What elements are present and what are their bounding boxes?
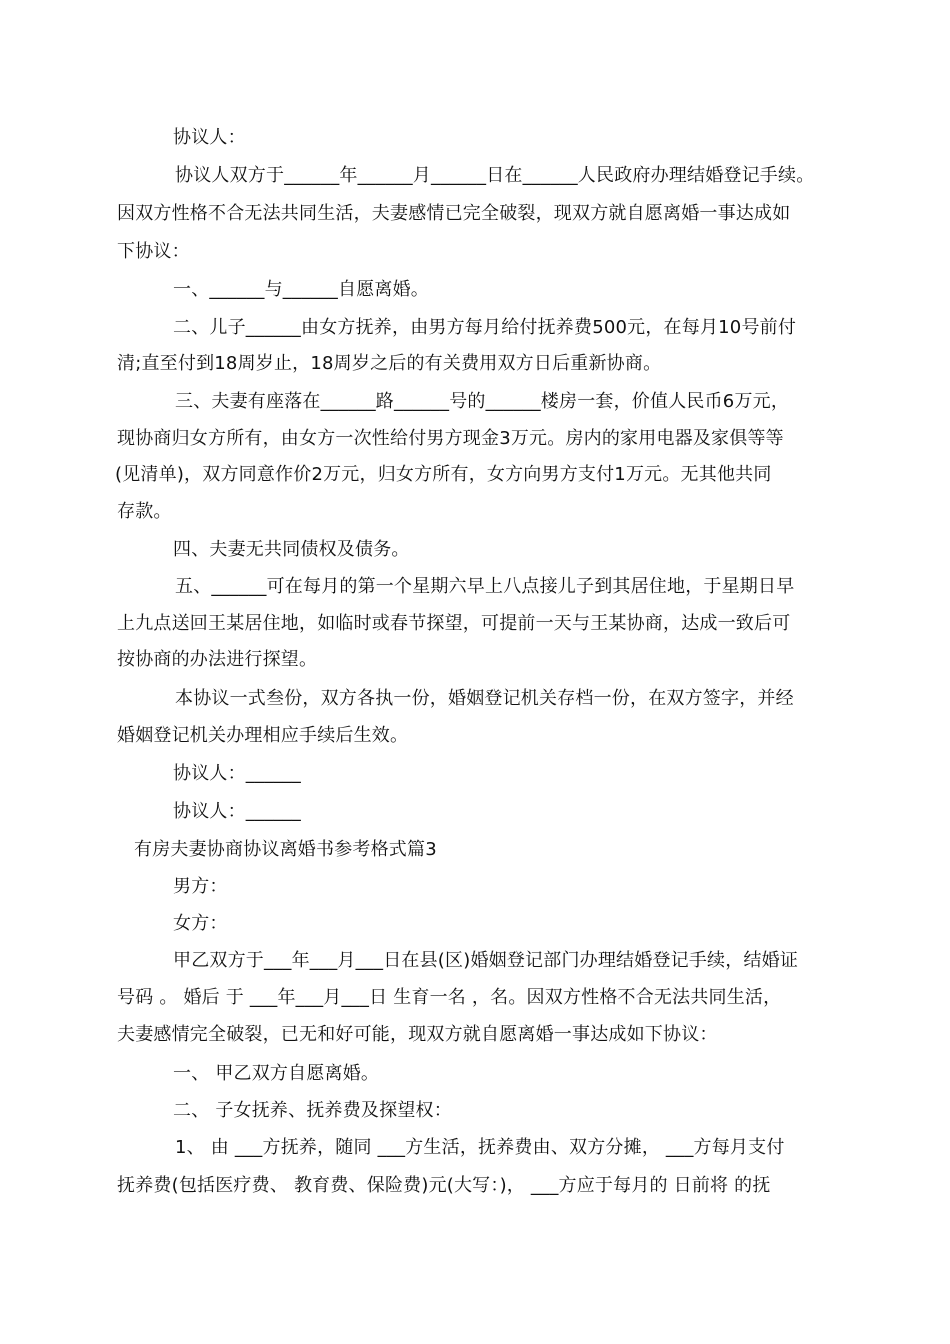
signature-line: 协议人：______ [173,801,301,822]
text-line: 五、______可在每月的第一个星期六早上八点接儿子到其居住地，于星期日早 [175,576,795,597]
text-line: 号码 。 婚后 于 ___年___月___日 生育一名 ，名。因双方性格不合无法共同生活， [117,987,782,1008]
text-line: 抚养费(包括医疗费、 教育费、保险费)元(大写：)， ___方应于每月的 日前将 的抚 [117,1175,771,1196]
text-line: 协议人双方于______年______月______日在______人民政府办理结婚登记手续。 [175,165,815,186]
text-line: 二、 子女抚养、抚养费及探望权： [173,1100,452,1121]
text-line: 下协议： [117,241,190,262]
text-line: 本协议一式叁份，双方各执一份，婚姻登记机关存档一份，在双方签字，并经 [175,688,794,709]
text-line: 夫妻感情完全破裂，已无和好可能，现双方就自愿离婚一事达成如下协议： [117,1024,718,1045]
party-label: 男方： [173,876,228,897]
text-line: 三、夫妻有座落在______路______号的______楼房一套，价值人民币6万元， [175,391,790,412]
text-line: 现协商归女方所有，由女方一次性给付男方现金3万元。房内的家用电器及家俱等等 [117,428,784,449]
signature-line: 协议人：______ [173,763,301,784]
text-line: 按协商的办法进行探望。 [117,649,318,670]
text-line: 二、儿子______由女方抚养，由男方每月给付抚养费500元，在每月10号前付 [173,317,797,338]
text-line: (见清单)，双方同意作价2万元，归女方所有，女方向男方支付1万元。无其他共同 [115,464,772,485]
text-line: 甲乙双方于___年___月___日在县(区)婚姻登记部门办理结婚登记手续，结婚证 [173,950,799,971]
text-line: 婚姻登记机关办理相应手续后生效。 [117,725,409,746]
text-line: 因双方性格不合无法共同生活，夫妻感情已完全破裂，现双方就自愿离婚一事达成如 [117,203,791,224]
text-line: 清;直至付到18周岁止，18周岁之后的有关费用双方日后重新协商。 [117,353,662,374]
text-line: 四、夫妻无共同债权及债务。 [173,539,410,560]
text-line: 存款。 [117,501,172,522]
text-line: 上九点送回王某居住地，如临时或春节探望，可提前一天与王某协商，达成一致后可 [117,613,791,634]
text-line: 一、 甲乙双方自愿离婚。 [173,1063,380,1084]
party-label: 女方： [173,913,228,934]
text-line: 协议人： [173,127,246,148]
text-line: 一、______与______自愿离婚。 [173,279,429,300]
text-line: 1、 由 ___方抚养，随同 ___方生活，抚养费由、双方分摊， ___方每月支付 [175,1137,785,1158]
section-heading: 有房夫妻协商协议离婚书参考格式篇3 [134,839,437,860]
